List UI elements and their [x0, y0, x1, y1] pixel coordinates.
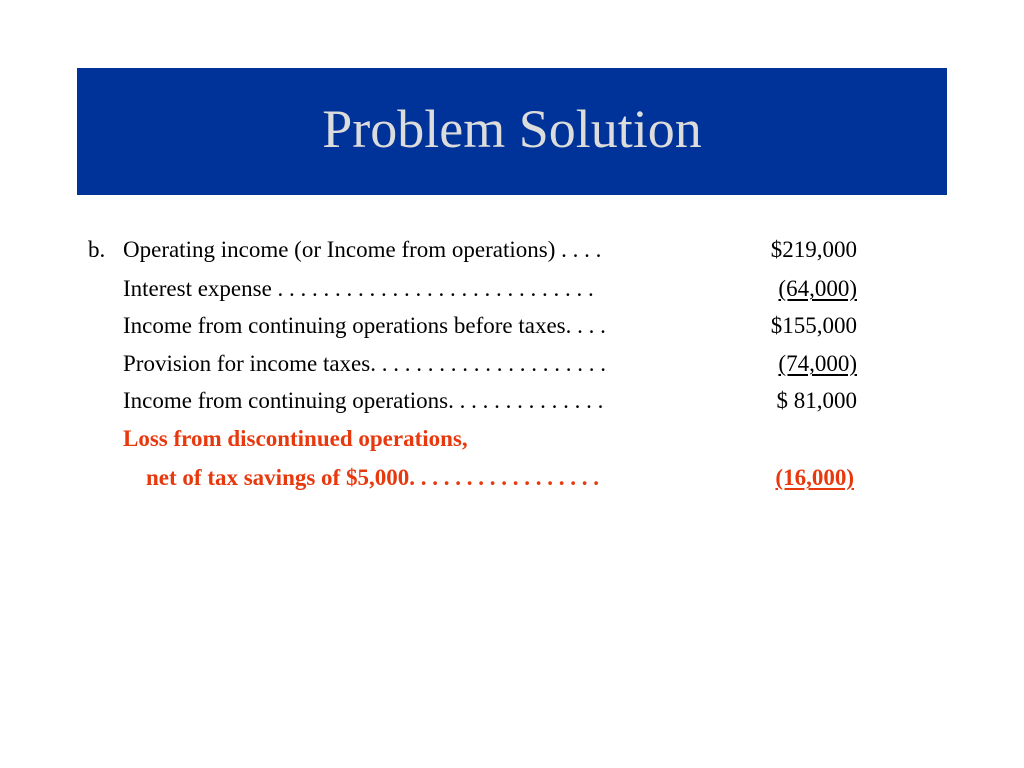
- row-amount: $219,000: [770, 237, 857, 262]
- row-label: Loss from discontinued operations,: [123, 426, 468, 451]
- row-label: Provision for income taxes. . . . . . . . . . . . . . . . . . . . .: [123, 351, 606, 376]
- row-label: Operating income (or Income from operations) . . . .: [123, 237, 602, 262]
- row-label: Interest expense . . . . . . . . . . . . . . . . . . . . . . . . . . . .: [123, 276, 594, 301]
- row-amount: $ 81,000: [776, 388, 857, 413]
- row-label: Income from continuing operations before taxes. . . .: [123, 313, 606, 338]
- row-amount: (74,000): [778, 351, 857, 376]
- title-banner: [77, 68, 947, 195]
- item-marker: b.: [88, 237, 106, 262]
- row-amount: $155,000: [770, 313, 857, 338]
- row-amount: (16,000): [775, 465, 854, 490]
- row-amount: (64,000): [778, 276, 857, 301]
- row-label: Income from continuing operations. . . . . . . . . . . . . .: [123, 388, 604, 413]
- slide-title: Problem Solution: [322, 99, 702, 159]
- row-label: net of tax savings of $5,000. . . . . . . . . . . . . . . . .: [146, 465, 599, 490]
